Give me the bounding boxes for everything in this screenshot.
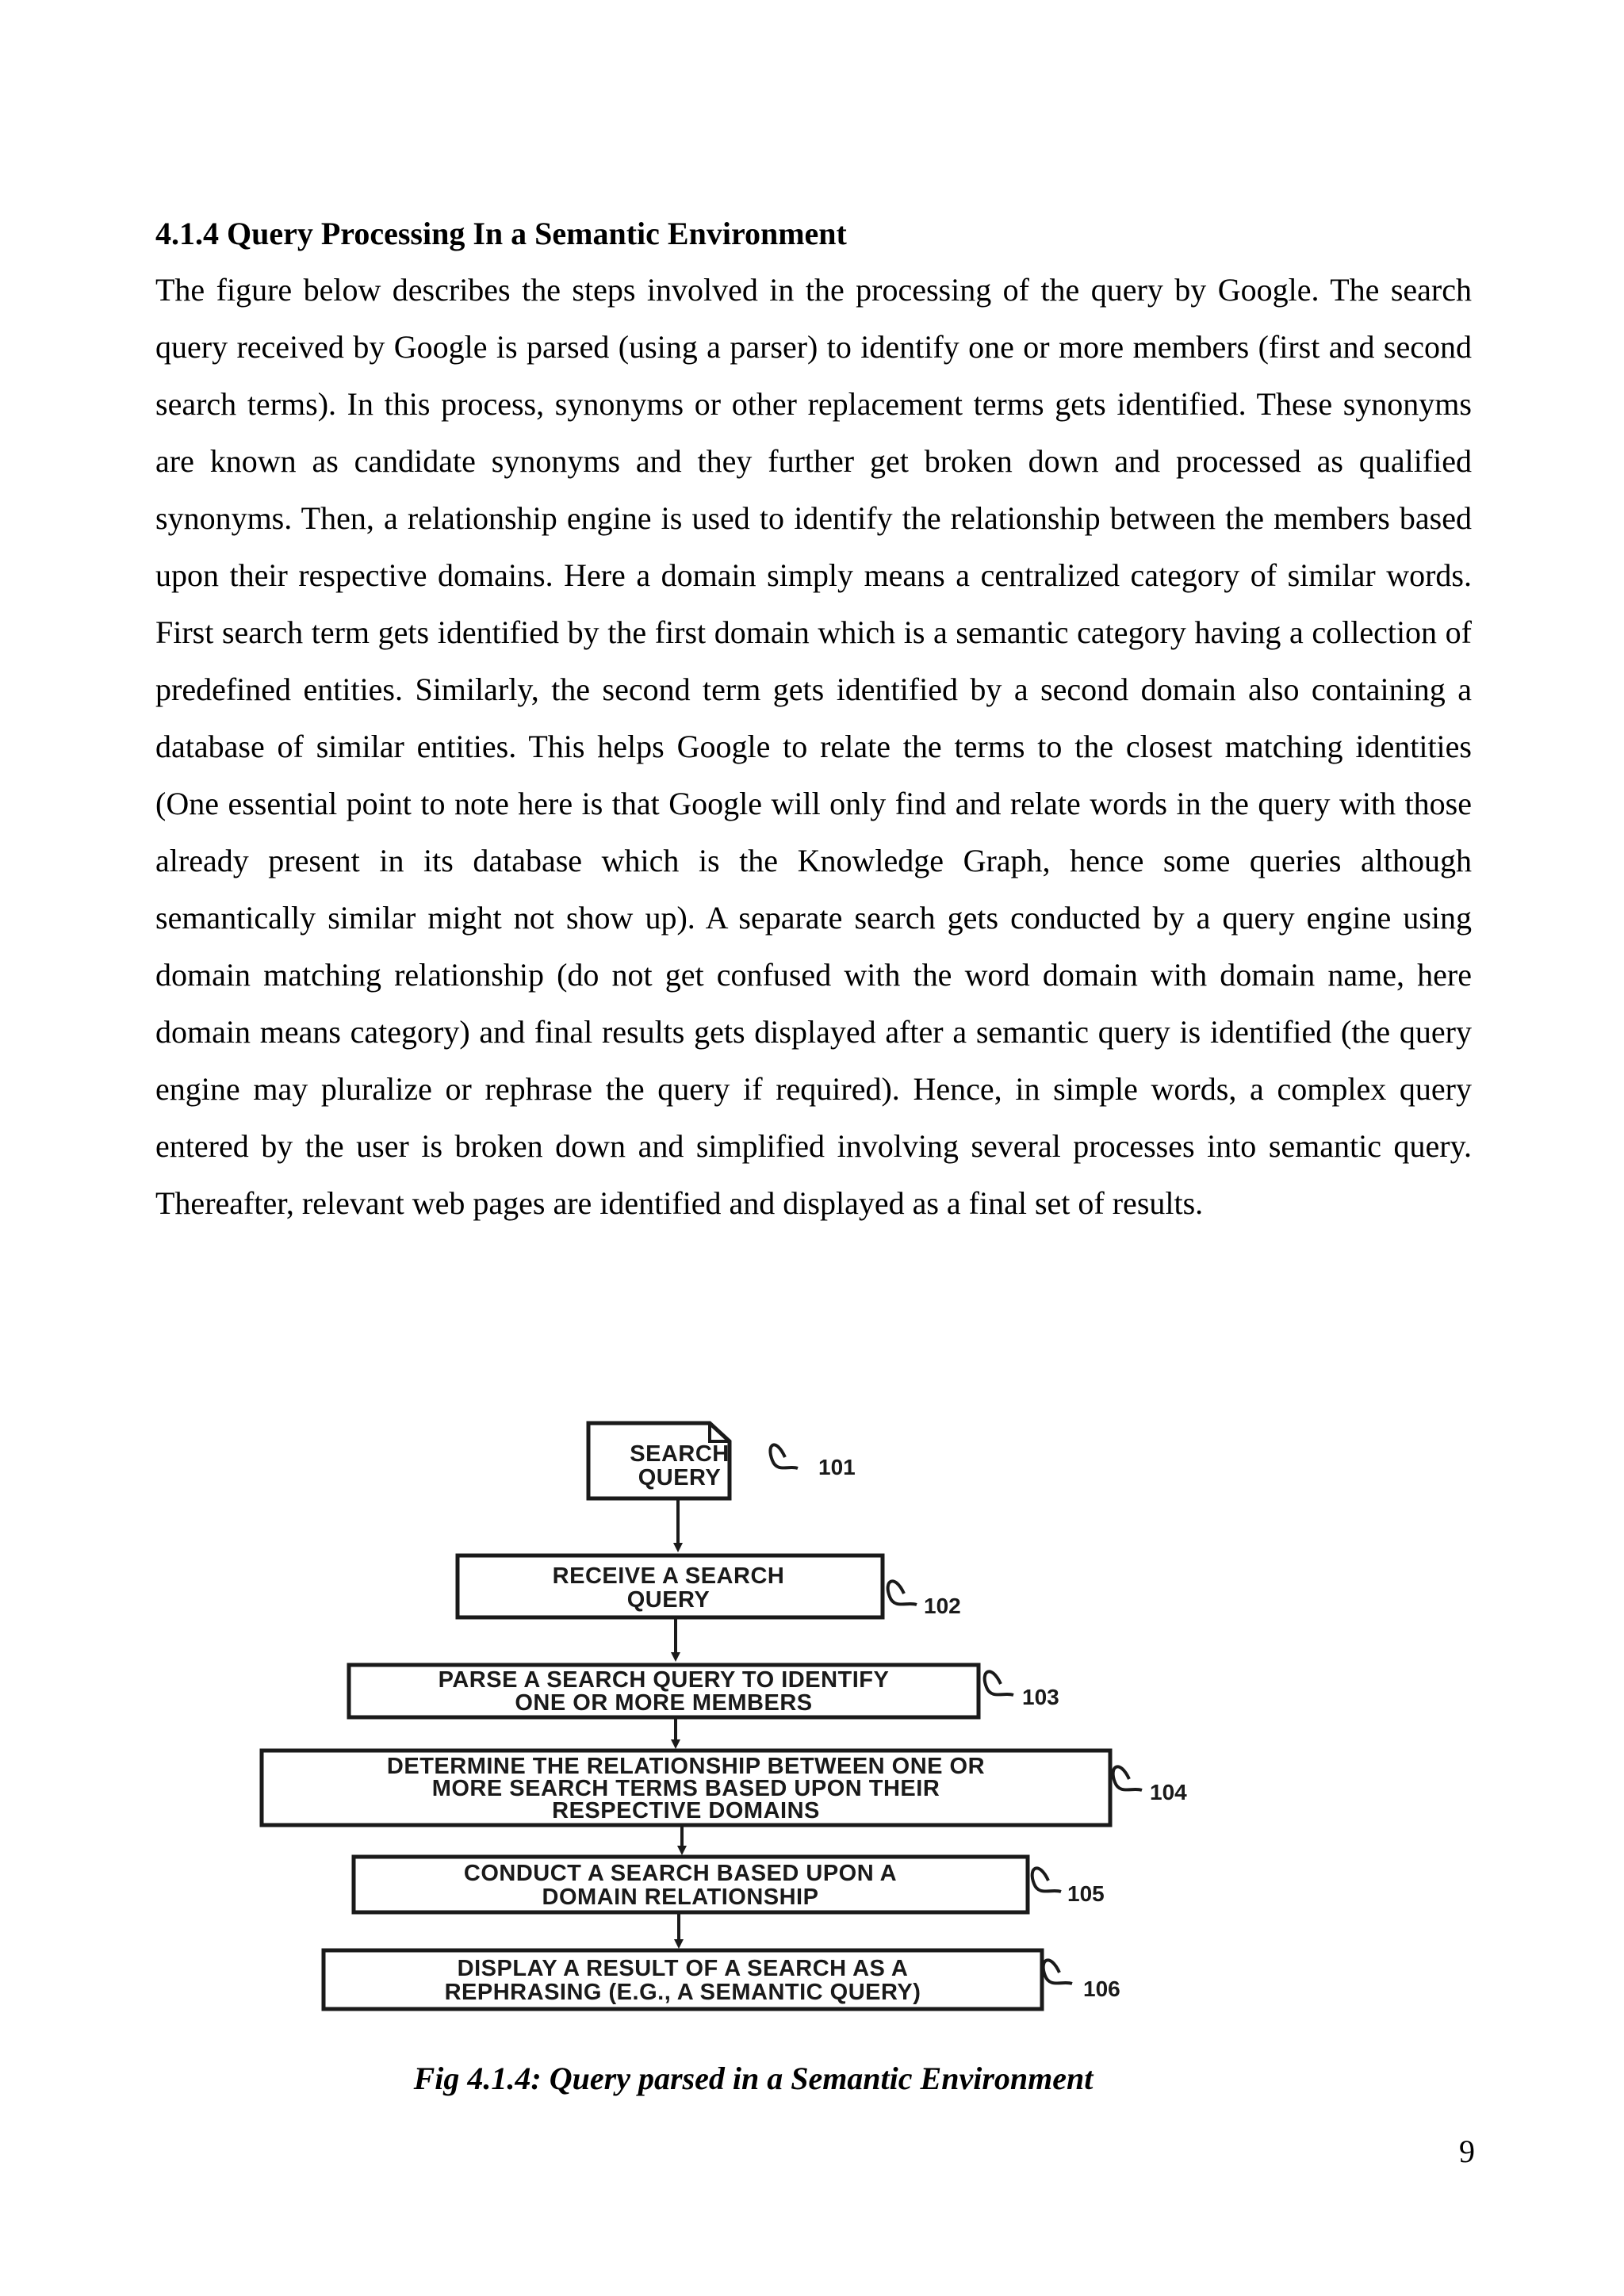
ref-squiggle (1044, 1960, 1072, 1984)
flow-step-label: PARSE A SEARCH QUERY TO IDENTIFY (438, 1667, 890, 1693)
ref-number: 102 (924, 1594, 961, 1618)
flow-step-label: REPHRASING (E.G., A SEMANTIC QUERY) (444, 1980, 921, 2005)
ref-number: 106 (1083, 1976, 1120, 2001)
ref-squiggle (1032, 1868, 1061, 1892)
flow-step-label: ONE OR MORE MEMBERS (515, 1690, 813, 1716)
flow-step-label: DISPLAY A RESULT OF A SEARCH AS A (457, 1956, 909, 1981)
flow-step-label: SEARCH (630, 1441, 730, 1467)
ref-squiggle (770, 1445, 798, 1468)
ref-number: 105 (1067, 1881, 1105, 1906)
flow-step-label: DETERMINE THE RELATIONSHIP BETWEEN ONE OR (386, 1754, 986, 1779)
flow-step-receive-query (458, 1556, 883, 1617)
ref-number: 101 (818, 1455, 856, 1479)
ref-number: 104 (1150, 1780, 1187, 1804)
flow-step-parse-query (349, 1665, 979, 1717)
flow-step-label: QUERY (626, 1587, 710, 1613)
flow-step-conduct-search (354, 1857, 1028, 1912)
ref-squiggle (1113, 1766, 1142, 1790)
section-paragraph: The figure below describes the steps involved in the processing of the query by Google. The search query received by Google is parsed (using a parser) to identify one or more members (first and second search terms). In this process, synonyms or other replacement terms gets identified. These synonyms are known as candidate synonyms and they further get broken down and processed as qualified synonyms. Then, a relationship engine is used to identify the relationship between the members based upon their respective domains. Here a domain simply means a centralized category of similar words. First search term gets identified by the first domain which is a semantic category having a collection of predefined entities. Similarly, the second term gets identified by a second domain also containing a database of similar entities. This helps Google to relate the terms to the closest matching identities (One essential point to note here is that Google will only find and relate words in the query with those already present in its database which is the Knowledge Graph, hence some queries although semantically similar might not show up). A separate search gets conducted by a query engine using domain matching relationship (do not get confused with the word domain with domain name, here domain means category) and final results gets displayed after a semantic query is identified (the query engine may pluralize or rephrase the query if required). Hence, in simple words, a complex query entered by the user is broken down and simplified involving several processes into semantic query. Thereafter, relevant web pages are identified and displayed as a final set of results. (155, 272, 1472, 1221)
flow-step-label: QUERY (638, 1465, 722, 1490)
ref-number: 103 (1022, 1685, 1059, 1709)
flow-step-label: MORE SEARCH TERMS BASED UPON THEIR (431, 1776, 940, 1801)
flow-step-determine-relationship (262, 1751, 1110, 1825)
flow-step-label: CONDUCT A SEARCH BASED UPON A (463, 1861, 898, 1886)
flow-step-label: RESPECTIVE DOMAINS (552, 1798, 820, 1823)
figure-caption: Fig 4.1.4: Query parsed in a Semantic Environment (413, 2061, 1094, 2096)
ref-squiggle (888, 1581, 917, 1605)
flow-step-label: RECEIVE A SEARCH (552, 1563, 785, 1589)
page-number: 9 (1459, 2133, 1475, 2169)
section-heading: 4.1.4 Query Processing In a Semantic Environment (155, 216, 847, 251)
ref-squiggle (985, 1671, 1013, 1695)
flow-step-display-result (324, 1950, 1042, 2009)
flow-step-label: DOMAIN RELATIONSHIP (542, 1885, 819, 1910)
flow-step-search-query (588, 1423, 730, 1498)
